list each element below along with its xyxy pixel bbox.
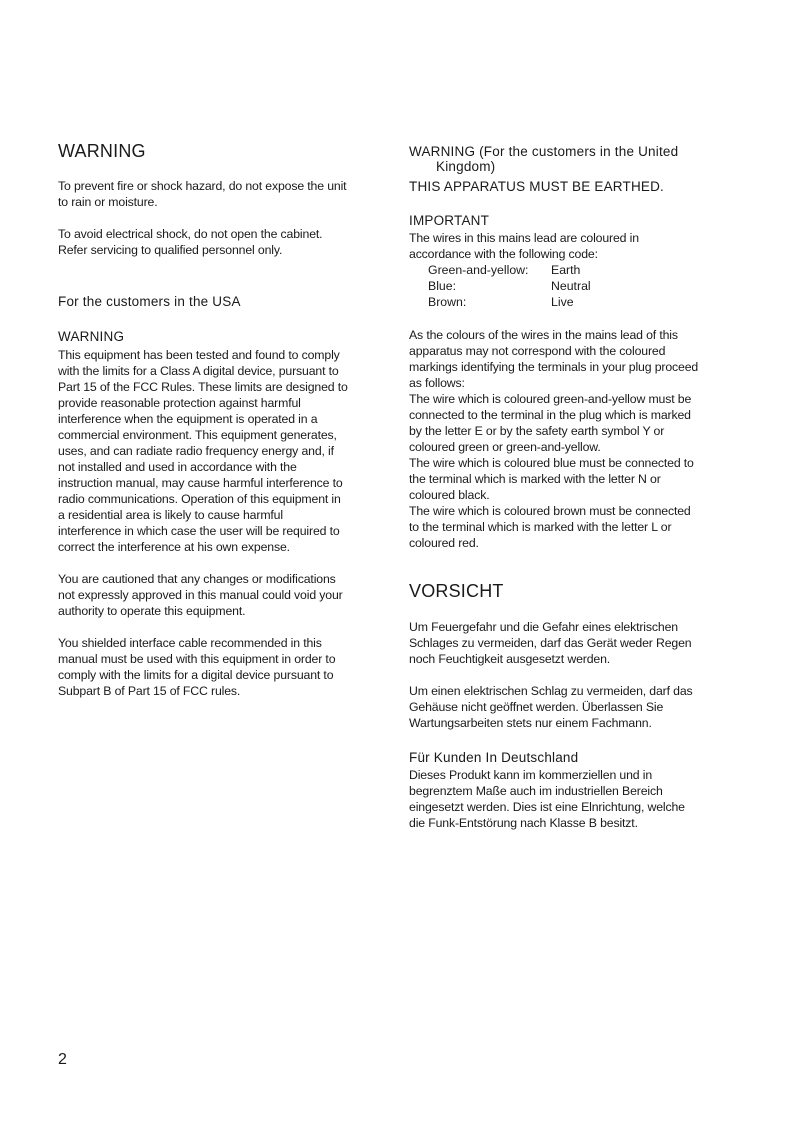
wire-code-earth: Green-and-yellow: Earth: [428, 263, 581, 277]
page-number: 2: [58, 1051, 67, 1068]
wire-code-live: Brown: Live: [428, 295, 574, 309]
shielded-cable-text: You shielded interface cable recommended in this manual must be used with this equipment in order to comply with the limits for a digital device pursuant to Subpart B of Part 15 of FCC rules.: [58, 636, 336, 698]
shock-warning-text: To avoid electrical shock, do not open the cabinet. Refer servicing to qualified personnel only.: [58, 227, 323, 257]
germany-heading: Für Kunden In Deutschland: [409, 750, 579, 765]
germany-text: Dieses Produkt kann im kommerziellen und in begrenztem Maße auch im industriellen Bereich eingesetzt werden. Dies ist eine Elnrichtung, welche die Funk-Entstörung nach Klasse B besitzt.: [409, 768, 685, 830]
modification-caution-text: You are cautioned that any changes or modifications not expressly approved in this manual could void your authority to operate this equipment.: [58, 572, 343, 618]
uk-warning-heading: WARNING (For the customers in the United Kingdom): [409, 144, 679, 174]
usa-heading: For the customers in the USA: [58, 294, 241, 309]
vorsicht-heading: VORSICHT: [409, 581, 504, 601]
wire-color-code-list: [409, 262, 591, 310]
wire-code-neutral: Blue: Neutral: [428, 279, 591, 293]
schlag-warning-text: Um einen elektrischen Schlag zu vermeiden, darf das Gehäuse nicht geöffnet werden. Überlassen Sie Wartungsarbeiten stets nur einem Fachmann.: [409, 684, 693, 730]
earthed-notice: THIS APPARATUS MUST BE EARTHED.: [409, 179, 665, 194]
warning-heading: WARNING: [58, 141, 146, 161]
fire-warning-text: To prevent fire or shock hazard, do not expose the unit to rain or moisture.: [58, 179, 347, 209]
important-heading: IMPORTANT: [409, 213, 490, 228]
feuer-warning-text: Um Feuergefahr und die Gefahr eines elektrischen Schlages zu vermeiden, darf das Gerät weder Regen noch Feuchtigkeit ausgesetzt werden.: [409, 620, 692, 666]
fcc-statement: This equipment has been tested and found to comply with the limits for a Class A digital device, pursuant to Part 15 of the FCC Rules. These limits are designed to provide reasonable protection against harmful interference when the equipment is operated in a commercial environment. This equipment generates, uses, and can radiate radio frequency energy and, if not installed and used in accordance with the instruction manual, may cause harmful interference to radio communications. Operation of this equipment in a residential area is likely to cause harmful interference in which case the user will be required to correct the interference at his own expense.: [58, 348, 348, 554]
wiring-instructions: As the colours of the wires in the mains lead of this apparatus may not correspond with the coloured markings identifying the terminals in your plug proceed as follows: The wire which is coloured green-and-yellow must be connected to the terminal in the plug which is marked by the letter E or by the safety earth symbol Y or coloured green or green-and-yellow. The wire which is coloured blue must be connected to the terminal which is marked with the letter N or coloured black. The wire which is coloured brown must be connected to the terminal which is marked with the letter L or coloured red.: [409, 328, 699, 550]
important-text: The wires in this mains lead are coloured in accordance with the following code:: [409, 231, 639, 261]
usa-warning-heading: WARNING: [58, 329, 125, 344]
